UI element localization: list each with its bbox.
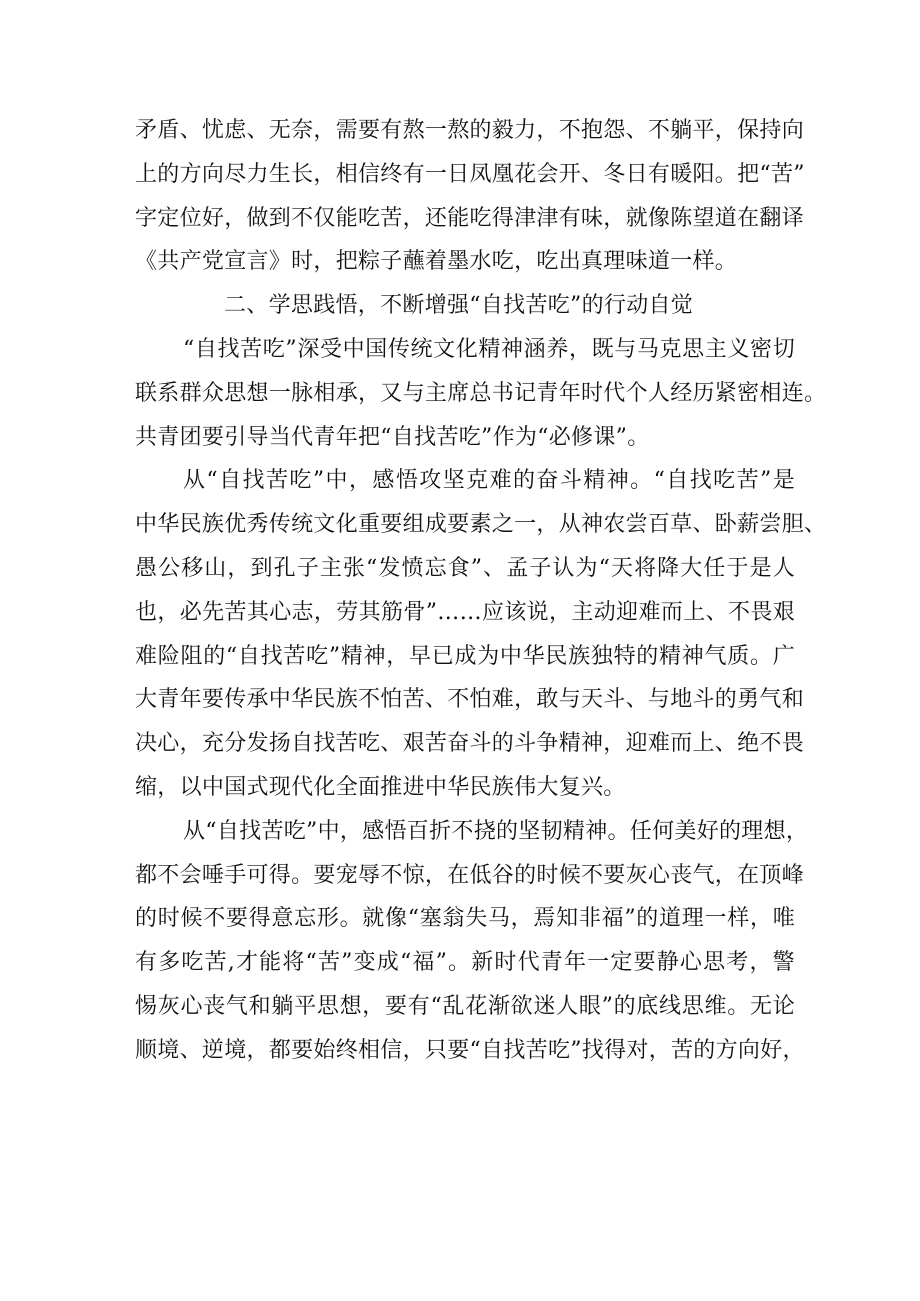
text-line: 惕灰心丧气和躺平思想，要有“乱花渐欲迷人眼”的底线思维。无论 [135,993,795,1019]
text-line: 都不会唾手可得。要宠辱不惊，在低谷的时候不要灰心丧气，在顶峰 [135,862,805,888]
text-line: 愚公移山，到孔子主张“发愤忘食”、孟子认为“天将降大任于是人 [135,555,795,581]
text-line: 《共产党宣言》时，把粽子蘸着墨水吃，吃出真理味道一样。 [135,249,738,275]
section-heading: 二、学思践悟，不断增强“自找苦吃”的行动自觉 [224,293,694,319]
text-line: “自找苦吃”深受中国传统文化精神涵养，既与马克思主义密切 [183,336,795,362]
document-body [135,109,827,1073]
text-line: 顺境、逆境，都要始终相信，只要“自找苦吃”找得对，苦的方向好， [135,1037,805,1063]
text-line: 的时候不要得意忘形。就像“塞翁失马，焉知非福”的道理一样，唯 [135,906,795,932]
text-line: 共青团要引导当代青年把“自找苦吃”作为“必修课”。 [135,424,650,450]
text-line: 矛盾、忧虑、无奈，需要有熬一熬的毅力，不抱怨、不躺平，保持向 [135,118,805,143]
text-line: 联系群众思想一脉相承，又与主席总书记青年时代个人经历紧密相连。 [135,380,827,406]
text-line: 决心，充分发扬自找苦吃、艰苦奋斗的斗争精神，迎难而上、绝不畏 [135,731,805,757]
text-line: 难险阻的“自找苦吃”精神，早已成为中华民族独特的精神气质。广 [135,643,795,669]
text-line: 从“自找苦吃”中，感悟百折不挠的坚韧精神。任何美好的理想， [183,818,809,844]
text-line: 字定位好，做到不仅能吃苦，还能吃得津津有味，就像陈望道在翻译 [135,205,805,231]
text-line: 有多吃苦,才能将“苦”变成“福”。新时代青年一定要静心思考，警 [135,950,795,976]
text-line: 中华民族优秀传统文化重要组成要素之一，从神农尝百草、卧薪尝胆、 [135,512,827,538]
text-line: 也，必先苦其心志，劳其筋骨”……应该说，主动迎难而上、不畏艰 [135,599,795,625]
text-line: 大青年要传承中华民族不怕苦、不怕难，敢与天斗、与地斗的勇气和 [135,687,805,713]
text-line: 缩，以中国式现代化全面推进中华民族伟大复兴。 [135,774,626,800]
text-line: 上的方向尽力生长，相信终有一日凤凰花会开、冬日有暖阳。把“苦” [135,161,805,187]
text-line: 从“自找苦吃”中，感悟攻坚克难的奋斗精神。“自找吃苦”是 [183,468,795,494]
